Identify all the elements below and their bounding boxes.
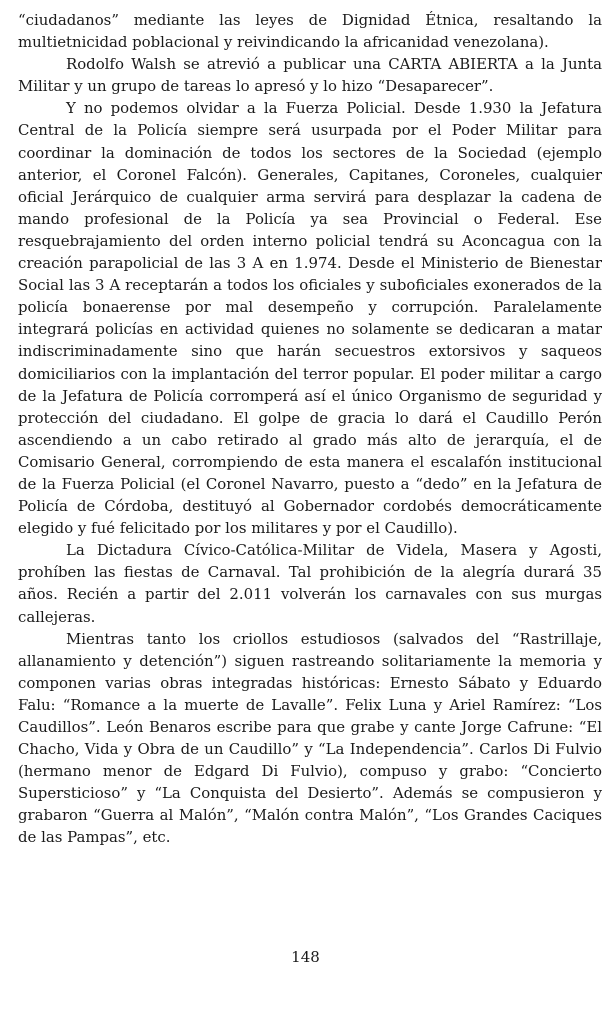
body-text — [18, 9, 602, 849]
paragraph-walsh: Rodolfo Walsh se atrevió a publicar una CARTA ABIERTA a la Junta Militar y un grupo de tareas lo apresó y lo hizo “Desaparecer”. — [18, 55, 602, 96]
page-number: 148 — [291, 948, 320, 966]
paragraph-fuerza-policial: Y no podemos olvidar a la Fuerza Policial. Desde 1.930 la Jefatura Central de la Policía siempre será usurpada por el Poder Militar para coordinar la dominación de todos los sectores de la Sociedad (ejemplo anterior, el Coronel Falcón). Generales, Capitanes, Coroneles, cualquier oficial Jerárquico de cualquier arma servirá para desplazar la cadena de mando profesional de la Policía ya sea Provincial o Federal. Ese resquebrajamiento del orden interno policial tendrá su Aconcagua con la creación parapolicial de las 3 A en 1.974. Desde el Ministerio de Bienestar Social las 3 A receptarán a todos los oficiales y suboficiales exonerados de la policía bonaerense por mal desempeño y corrupción. Paralelamente integrará policías en actividad quienes no solamente se dedicaran a matar indiscriminadamente sino que harán secuestros extorsivos y saqueos domiciliarios con la implantación del terror popular. El poder militar a cargo de la Jefatura de Policía corromperá así el único Organismo de seguridad y protección del ciudadano. El golpe de gracia lo dará el Caudillo Perón ascendiendo a un cabo retirado al grado más alto de jerarquía, el de Comisario General, corrompiendo de esta manera el escalafón institucional de la Fuerza Policial (el Coronel Navarro, puesto a “dedo” en la Jefatura de Policía de Córdoba, destituyó al Gobernador cordobés democráticamente elegido y fué felicitado por los militares y por el Caudillo). — [18, 99, 602, 538]
paragraph-carnaval: La Dictadura Cívico-Católica-Militar de Videla, Masera y Agosti, prohíben las fiestas de Carnaval. Tal prohibición de la alegría durará 35 años. Recién a partir del 2.011 volverán los carnavales con sus murgas callejeras. — [18, 541, 602, 626]
paragraph-criollos: Mientras tanto los criollos estudiosos (salvados del “Rastrillaje, allanamiento y detención”) siguen rastreando solitariamente la memoria y componen varias obras integradas históricas: Ernesto Sábato y Eduardo Falu: “Romance a la muerte de Lavalle”. Felix Luna y Ariel Ramírez: “Los Caudillos”. León Benaros escribe para que grabe y cante Jorge Cafrune: “El Chacho, Vida y Obra de un Caudillo” y “La Independencia”. Carlos Di Fulvio (hermano menor de Edgard Di Fulvio), compuso y grabo: “Concierto Supersticioso” y “La Conquista del Desierto”. Además se compusieron y grabaron “Guerra al Malón”, “Malón contra Malón”, “Los Grandes Caciques de las Pampas”, etc. — [18, 629, 602, 847]
paragraph-continuation: “ciudadanos” mediante las leyes de Dignidad Étnica, resaltando la multietnicidad poblacional y reivindicando la africanidad venezolana). — [18, 11, 602, 52]
